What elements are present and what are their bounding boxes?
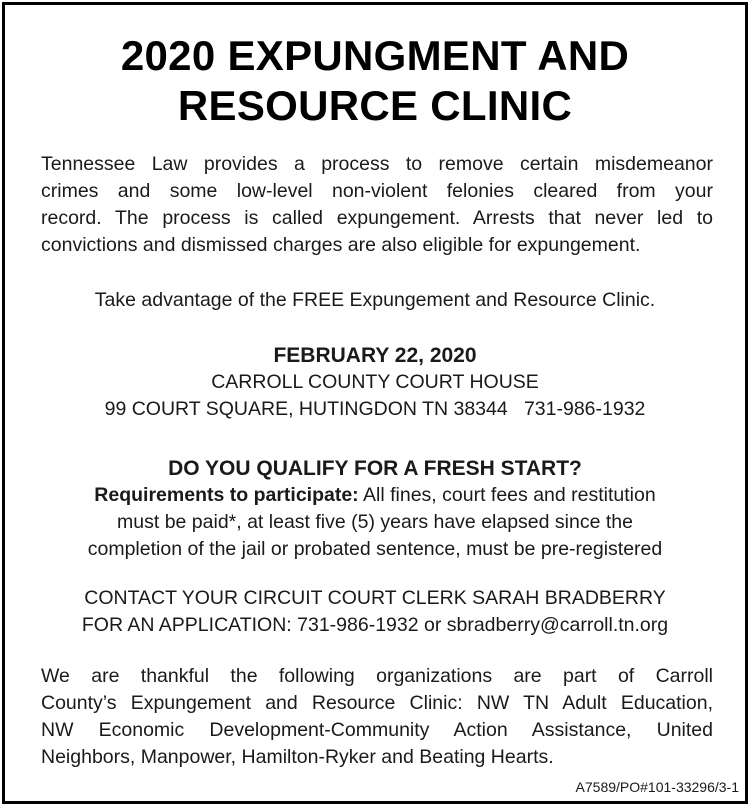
thanks-line: We are thankful the following organizations are part of Carroll <box>41 665 713 687</box>
requirements-text: All fines, court fees and restitution <box>358 484 656 506</box>
title-line-2: RESOURCE CLINIC <box>177 82 573 129</box>
intro-line: record. The process is called expungement. Arrests that never led to <box>41 207 713 229</box>
ad-code: A7589/PO#101-33296/3-1 <box>575 779 739 795</box>
requirements-label: Requirements to participate: <box>94 484 359 506</box>
event-address: 99 COURT SQUARE, HUTINGDON TN 38344 731-986-1932 <box>104 398 646 420</box>
thanks-line: NW Economic Development-Community Action Assistance, United <box>41 719 713 741</box>
intro-line: convictions and dismissed charges are also eligible for expungement. <box>41 234 641 256</box>
intro-line: crimes and some low-level non-violent felonies cleared from your <box>41 180 713 202</box>
intro-paragraph <box>41 151 713 259</box>
contact-line: FOR AN APPLICATION: 731-986-1932 or sbradberry@carroll.tn.org <box>81 614 669 636</box>
thanks-line: Neighbors, Manpower, Hamilton-Ryker and Beating Hearts. <box>41 746 554 768</box>
event-date: FEBRUARY 22, 2020 <box>273 344 477 367</box>
contact-line: CONTACT YOUR CIRCUIT COURT CLERK SARAH BRADBERRY <box>84 587 666 609</box>
qualify-section <box>5 455 745 563</box>
event-venue: CARROLL COUNTY COURT HOUSE <box>211 371 539 393</box>
invite-text: Take advantage of the FREE Expungement and Resource Clinic. <box>94 289 656 311</box>
intro-line: Tennessee Law provides a process to remove certain misdemeanor <box>41 153 713 175</box>
thanks-line: County’s Expungement and Resource Clinic: NW TN Adult Education, <box>41 692 713 714</box>
page-title <box>5 31 745 131</box>
contact-section <box>5 585 745 639</box>
requirements-line <box>5 482 745 509</box>
title-line-1: 2020 EXPUNGMENT AND <box>120 32 630 79</box>
requirements-line: must be paid*, at least five (5) years have elapsed since the <box>117 511 633 533</box>
requirements-line: completion of the jail or probated sentence, must be pre-registered <box>87 538 663 560</box>
thanks-paragraph <box>41 663 713 771</box>
advertisement-box <box>2 2 748 804</box>
qualify-heading: DO YOU QUALIFY FOR A FRESH START? <box>168 457 582 480</box>
event-details <box>5 342 745 423</box>
invite-paragraph <box>5 287 745 314</box>
